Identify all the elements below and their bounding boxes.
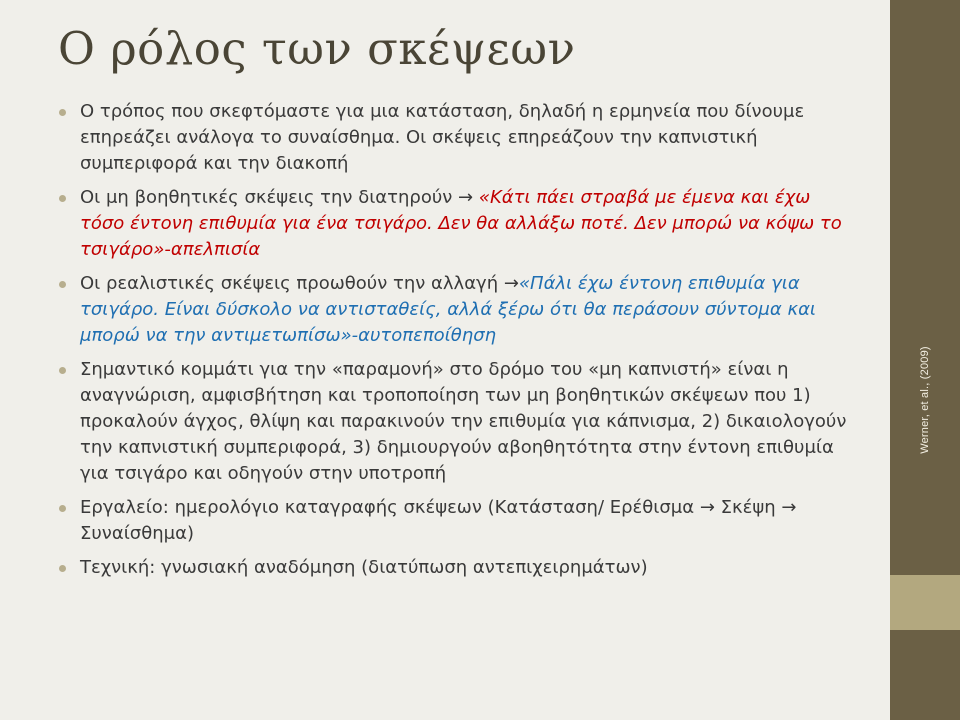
slide-title: Ο ρόλος των σκέψεων xyxy=(58,22,576,75)
bullet-dot-icon xyxy=(59,195,66,202)
bullet-item xyxy=(58,357,848,487)
bullet-dot-icon xyxy=(59,565,66,572)
bullet-dot-icon xyxy=(59,281,66,288)
bullet-item xyxy=(58,555,848,581)
bullet-item xyxy=(58,185,848,263)
arrow-right-icon: → xyxy=(781,497,797,518)
citation-note: Werner, et al., (2009) xyxy=(919,346,931,454)
bullet-text: Εργαλείο: ημερολόγιο καταγραφής σκέψεων (Κατάσταση/ Ερέθισμα xyxy=(80,497,700,518)
bullet-dot-icon xyxy=(59,367,66,374)
bullet-dot-icon xyxy=(59,109,66,116)
bullet-text: Οι μη βοηθητικές σκέψεις την διατηρούν xyxy=(80,187,459,208)
realistic-thought-quote: «Πάλι έχω έντονη επιθυμία για τσιγάρο. Είναι δύσκολο να αντισταθείς, αλλά ξέρω ότι θα περάσουν σύντομα και μπορώ να την αντιμετωπίσω»-αυτοπεποίθηση xyxy=(80,273,817,346)
bullet-text: Ο τρόπος που σκεφτόμαστε για μια κατάσταση, δηλαδή η ερμηνεία που δίνουμε επηρεάζει ανάλογα το συναίσθημα. Οι σκέψεις επηρεάζουν την καπνιστική συμπεριφορά και την διακοπή xyxy=(80,101,805,174)
arrow-right-icon: → xyxy=(458,187,474,208)
bullet-text-part: Σκέψη xyxy=(714,497,782,518)
bullet-text: Σημαντικό κομμάτι για την «παραμονή» στο δρόμο του «μη καπνιστή» είναι η αναγνώριση, αμφισβήτηση και τροποποίηση των μη βοηθητικών σκέψεων που 1) προκαλούν άγχος, θλίψη και παρακινούν την επιθυμία για κάπνισμα, 2) δικαιολογούν την καπνιστική συμπεριφορά, 3) δημιουργούν αβοηθητότητα στην έντονη επιθυμία για τσιγάρο και οδηγούν στην υποτροπή xyxy=(80,359,847,484)
bullet-text: Οι ρεαλιστικές σκέψεις προωθούν την αλλαγή xyxy=(80,273,504,294)
bullet-list xyxy=(58,99,848,589)
bullet-text-part: Συναίσθημα) xyxy=(80,523,194,544)
unhelpful-thought-quote: «Κάτι πάει στραβά με έμενα και έχω τόσο έντονη επιθυμία για ένα τσιγάρο. Δεν θα αλλάξω ποτέ. Δεν μπορώ να κόψω το τσιγάρο»-απελπισία xyxy=(80,187,842,260)
sidebar-accent-band xyxy=(890,575,960,630)
bullet-item xyxy=(58,495,848,547)
bullet-item xyxy=(58,99,848,177)
bullet-dot-icon xyxy=(59,505,66,512)
bullet-text: Τεχνική: γνωσιακή αναδόμηση (διατύπωση αντεπιχειρημάτων) xyxy=(80,557,648,578)
bullet-item xyxy=(58,271,848,349)
arrow-right-icon: → xyxy=(699,497,715,518)
arrow-right-icon: → xyxy=(503,273,519,294)
